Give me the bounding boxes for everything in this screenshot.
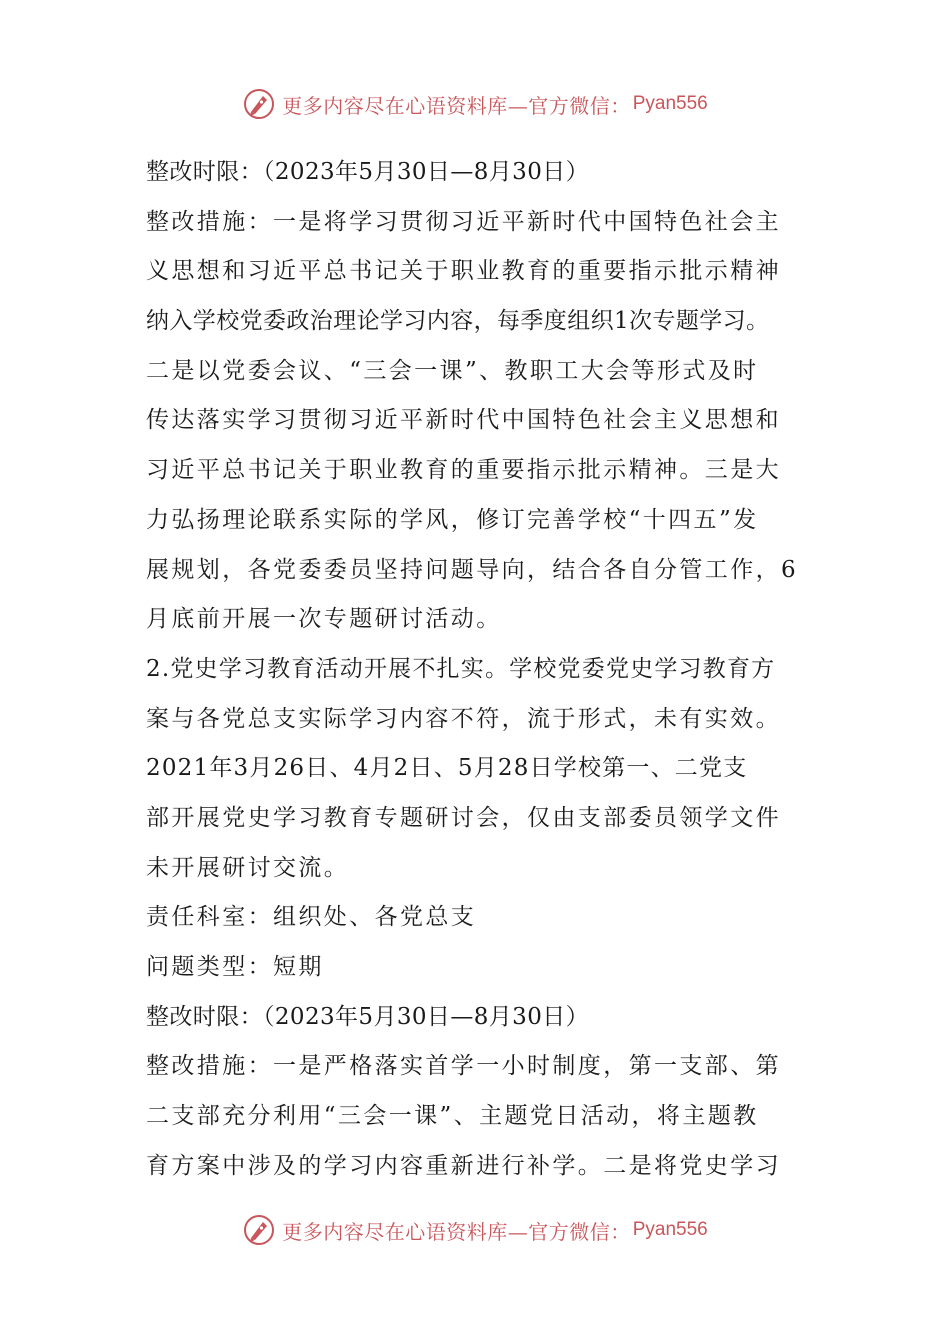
pen-nib-logo-icon [242, 1213, 276, 1247]
text-line: 传达落实学习贯彻习近平新时代中国特色社会主义思想和 [146, 407, 781, 434]
text-line: 力弘扬理论联系实际的学风，修订完善学校“十四五”发 [146, 506, 759, 533]
text-line: 整改时限：（2023年5月30日—8月30日） [146, 1003, 590, 1030]
text-line: 2021年3月26日、4月2日、5月28日学校第一、二党支 [146, 755, 748, 782]
text-line: 二支部充分利用“三会一课”、主题党日活动，将主题教 [146, 1103, 759, 1130]
watermark-handle: Pyan556 [632, 1219, 708, 1240]
text-line: 2.党史学习教育活动开展不扎实。学校党委党史学习教育方 [146, 655, 776, 682]
text-line: 习近平总书记关于职业教育的重要指示批示精神。三是大 [146, 457, 781, 484]
pen-nib-logo-icon [242, 87, 276, 121]
text-line: 展规划，各党委委员坚持问题导向，结合各自分管工作，6 [146, 556, 799, 583]
document-body [146, 148, 826, 1191]
text-line: 纳入学校党委政治理论学习内容，每季度组织1次专题学习。 [146, 308, 770, 335]
watermark-banner-bottom [0, 1210, 950, 1250]
text-line: 案与各党总支实际学习内容不符，流于形式，未有实效。 [146, 705, 781, 732]
text-line: 部开展党史学习教育专题研讨会，仅由支部委员领学文件 [146, 804, 781, 831]
text-line: 义思想和习近平总书记关于职业教育的重要指示批示精神 [146, 258, 781, 285]
watermark-handle: Pyan556 [632, 93, 708, 114]
text-line: 未开展研讨交流。 [146, 854, 350, 881]
text-line: 育方案中涉及的学习内容重新进行补学。二是将党史学习 [146, 1152, 781, 1179]
text-line: 整改措施：一是严格落实首学一小时制度，第一支部、第 [146, 1053, 781, 1080]
text-line: 整改措施：一是将学习贯彻习近平新时代中国特色社会主 [146, 208, 781, 235]
watermark-text: 更多内容尽在心语资料库—官方微信： [282, 93, 631, 118]
watermark-banner-top [0, 84, 950, 124]
watermark-text: 更多内容尽在心语资料库—官方微信： [282, 1219, 631, 1244]
text-line: 二是以党委会议、“三会一课”、教职工大会等形式及时 [146, 357, 759, 384]
text-line: 月底前开展一次专题研讨活动。 [146, 606, 502, 633]
text-line: 责任科室：组织处、各党总支 [146, 904, 477, 931]
text-line: 问题类型：短期 [146, 954, 324, 980]
text-line: 整改时限：（2023年5月30日—8月30日） [146, 159, 590, 185]
